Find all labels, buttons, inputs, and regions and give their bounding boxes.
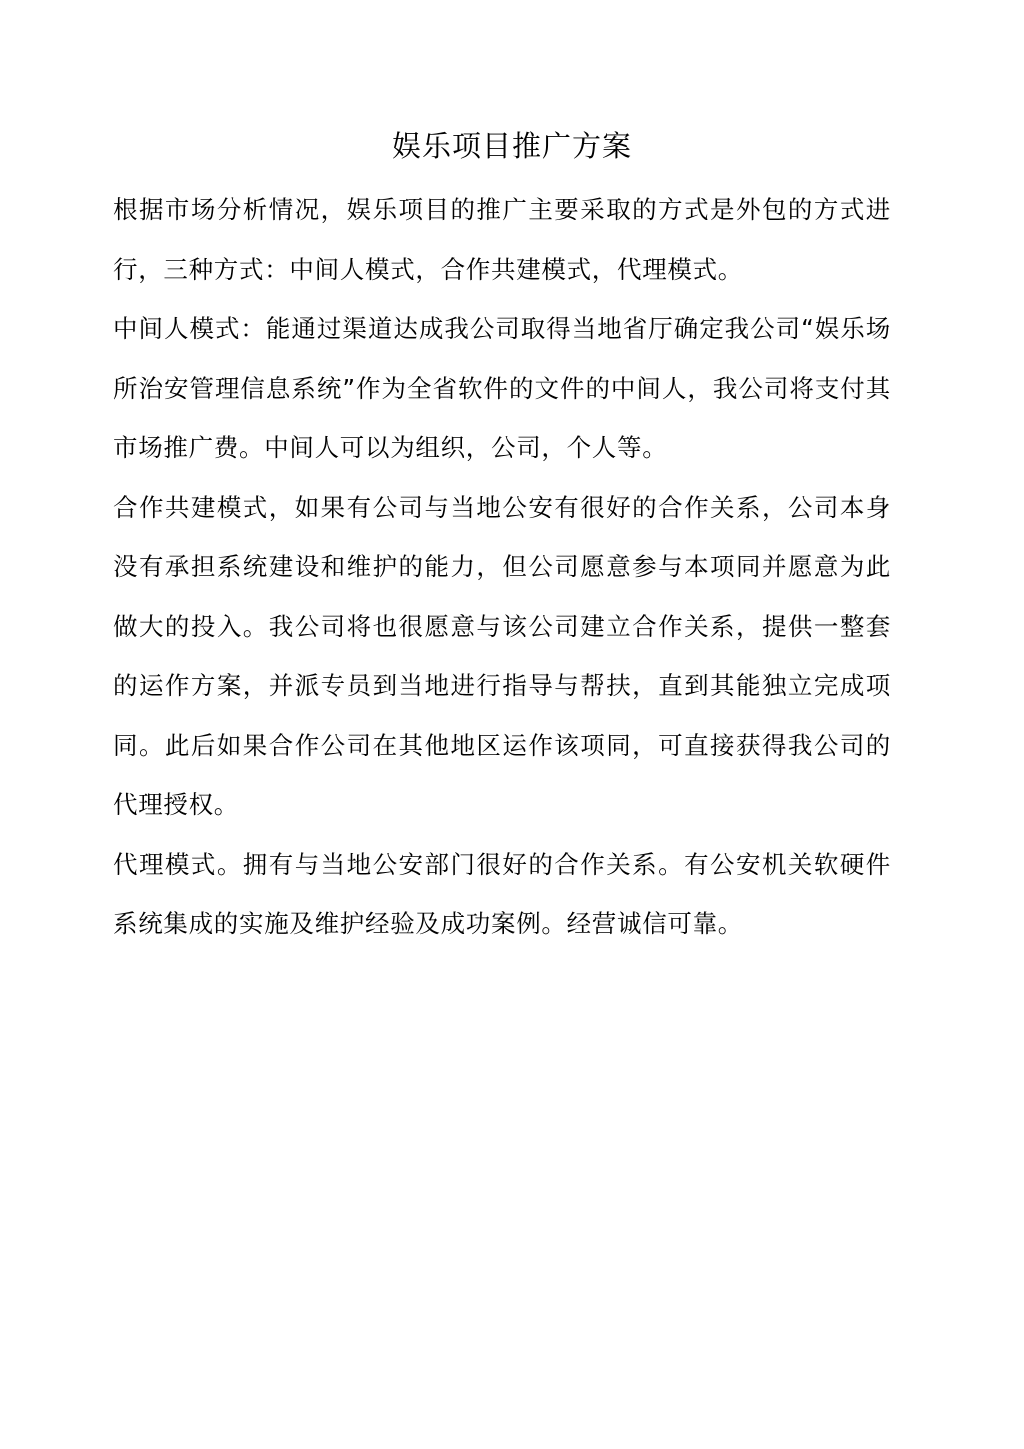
paragraph-agency-mode: 代理模式。拥有与当地公安部门很好的合作关系。有公安机关软硬件系统集成的实施及维护经验及成功案例。经营诚信可靠。 — [113, 849, 891, 938]
paragraph-intermediary-mode: 中间人模式：能通过渠道达成我公司取得当地省厅确定我公司“娱乐场所治安管理信息系统”作为全省软件的文件的中间人，我公司将支付其市场推广费。中间人可以为组织，公司，个人等。 — [113, 314, 891, 462]
paragraph-intro: 根据市场分析情况，娱乐项目的推广主要采取的方式是外包的方式进行，三种方式：中间人模式，合作共建模式，代理模式。 — [113, 195, 891, 284]
paragraph-cooperation-mode: 合作共建模式，如果有公司与当地公安有很好的合作关系，公司本身没有承担系统建设和维护的能力，但公司愿意参与本项同并愿意为此做大的投入。我公司将也很愿意与该公司建立合作关系，提供一整套的运作方案，并派专员到当地进行指导与帮扶，直到其能独立完成项同。此后如果合作公司在其他地区运作该项同，可直接获得我公司的代理授权。 — [113, 492, 891, 819]
document-body — [113, 180, 891, 954]
document-title: 娱乐项目推广方案 — [391, 129, 632, 163]
